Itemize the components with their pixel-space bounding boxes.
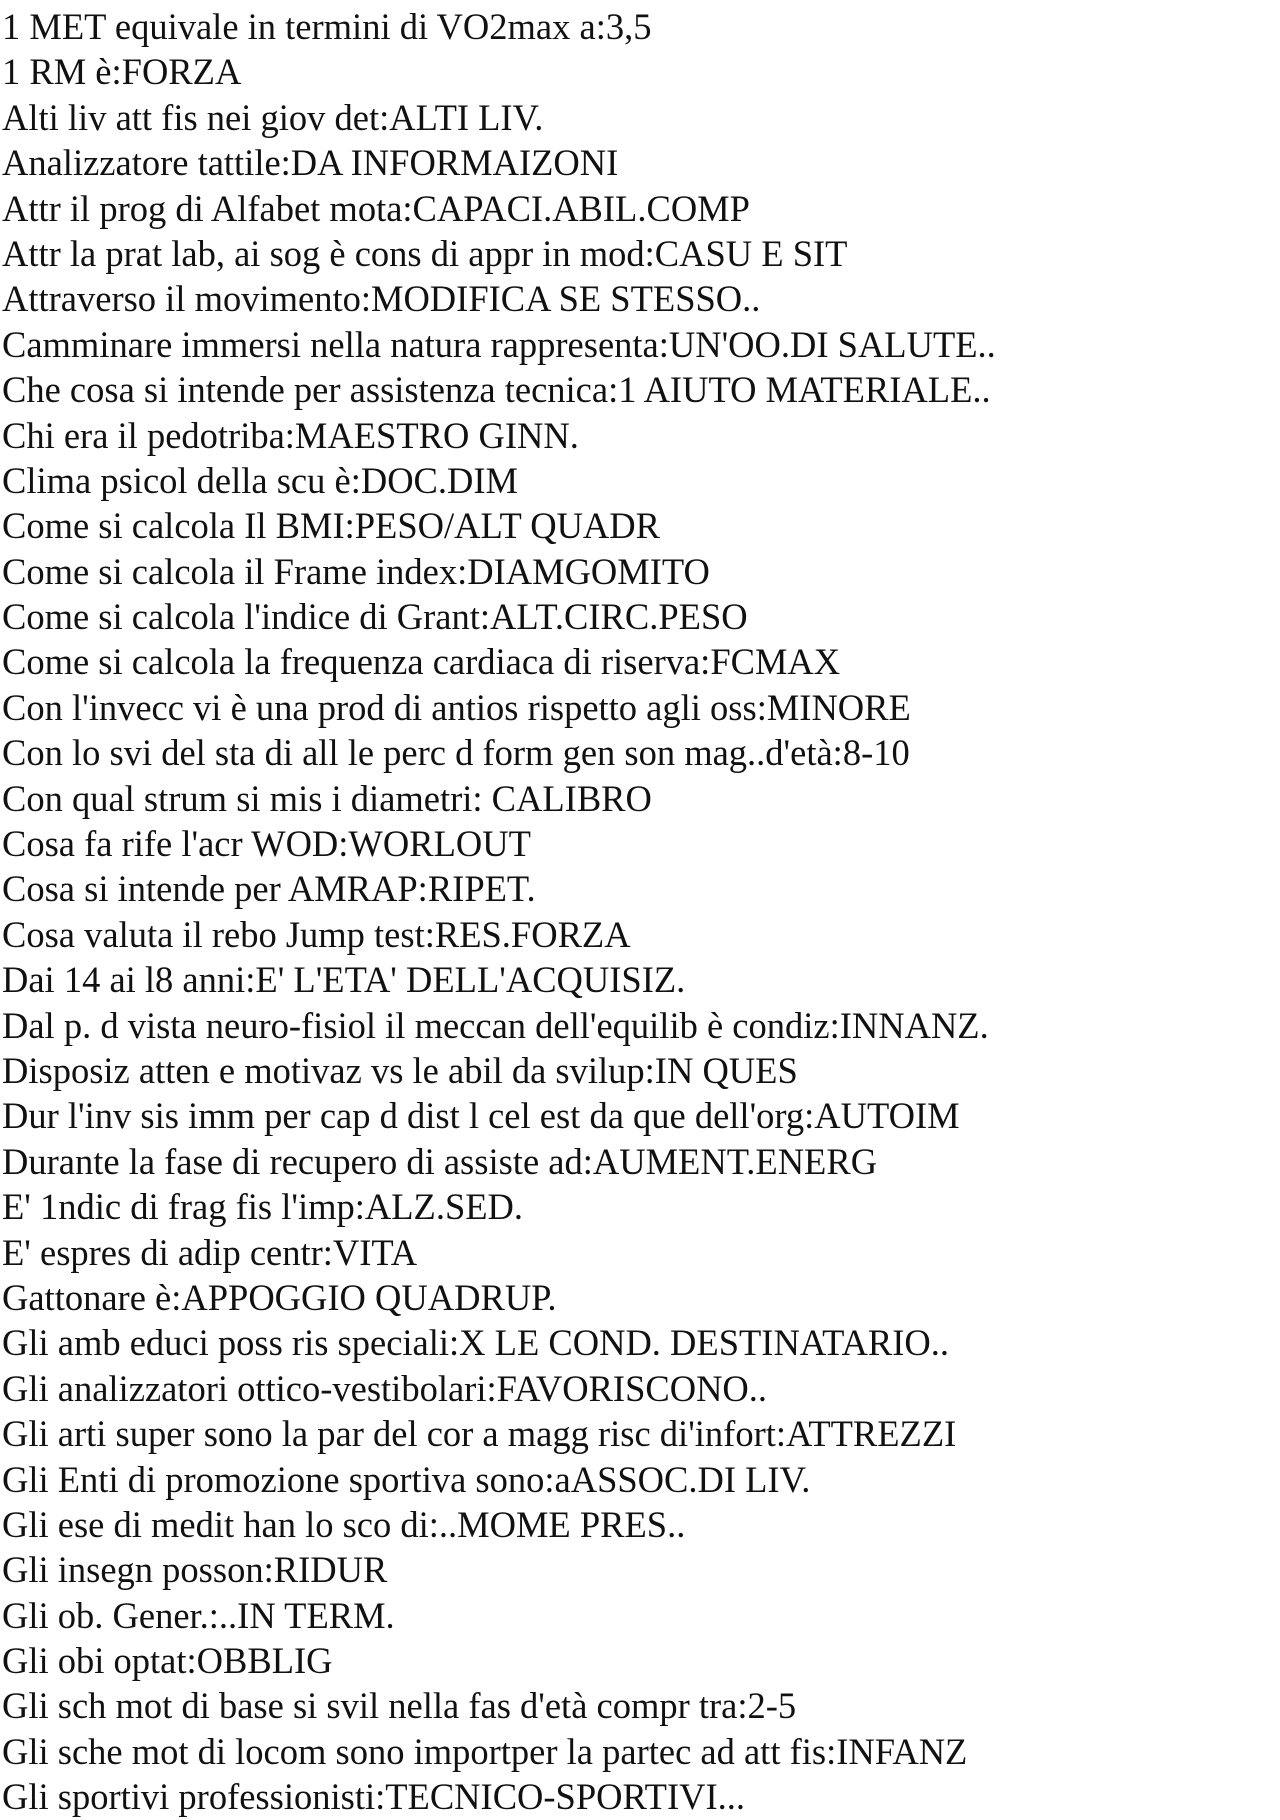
- text-line: Alti liv att fis nei giov det:ALTI LIV.: [2, 96, 544, 138]
- text-line: Chi era il pedotriba:MAESTRO GINN.: [2, 414, 579, 456]
- text-line: Con lo svi del sta di all le perc d form gen son mag..d'età:8-10: [2, 732, 910, 774]
- text-line: Attraverso il movimento:MODIFICA SE STESSO..: [2, 278, 761, 320]
- text-line: Gli ese di medit han lo sco di:..MOME PRES..: [2, 1503, 686, 1545]
- text-line: Durante la fase di recupero di assiste ad:AUMENT.ENERG: [2, 1140, 878, 1182]
- text-line: Con l'invecc vi è una prod di antios rispetto agli oss:MINORE: [2, 686, 911, 728]
- text-line: Attr il prog di Alfabet mota:CAPACI.ABIL.COMP: [2, 187, 750, 229]
- text-line: Gli arti super sono la par del cor a magg risc di'infort:ATTREZZI: [2, 1413, 957, 1455]
- text-line: Gli analizzatori ottico-vestibolari:FAVORISCONO..: [2, 1367, 768, 1409]
- document-text: [2, 4, 1272, 1820]
- text-line: Gli sportivi professionisti:TECNICO-SPORTIVI...: [2, 1776, 746, 1818]
- text-line: Gli sch mot di base si svil nella fas d'età compr tra:2-5: [2, 1685, 797, 1727]
- text-line: E' espres di adip centr:VITA: [2, 1231, 418, 1273]
- text-line: Gattonare è:APPOGGIO QUADRUP.: [2, 1276, 557, 1318]
- text-line: Gli Enti di promozione sportiva sono:aASSOC.DI LIV.: [2, 1458, 811, 1500]
- text-line: 1 MET equivale in termini di VO2max a:3,5: [2, 6, 652, 47]
- text-line: Gli amb educi poss ris speciali:X LE COND. DESTINATARIO..: [2, 1322, 949, 1364]
- text-line: Dur l'inv sis imm per cap d dist l cel est da que dell'org:AUTOIM: [2, 1095, 960, 1137]
- text-line: Gli ob. Gener.:..IN TERM.: [2, 1594, 395, 1636]
- text-line: Come si calcola l'indice di Grant:ALT.CIRC.PESO: [2, 596, 748, 638]
- text-line: Clima psicol della scu è:DOC.DIM: [2, 459, 518, 501]
- text-line: Come si calcola la frequenza cardiaca di riserva:FCMAX: [2, 641, 841, 683]
- text-line: Gli obi optat:OBBLIG: [2, 1640, 333, 1682]
- text-line: Cosa fa rife l'acr WOD:WORLOUT: [2, 823, 531, 865]
- text-line: Gli sche mot di locom sono importper la partec ad att fis:INFANZ: [2, 1730, 968, 1772]
- text-line: Cosa valuta il rebo Jump test:RES.FORZA: [2, 913, 631, 955]
- text-line: 1 RM è:FORZA: [2, 51, 242, 93]
- text-line: Camminare immersi nella natura rappresenta:UN'OO.DI SALUTE..: [2, 323, 996, 365]
- text-line: Attr la prat lab, ai sog è cons di appr in mod:CASU E SIT: [2, 232, 848, 274]
- text-line: Dal p. d vista neuro-fisiol il meccan dell'equilib è condiz:INNANZ.: [2, 1004, 989, 1046]
- text-line: Gli insegn posson:RIDUR: [2, 1549, 388, 1591]
- text-line: Disposiz atten e motivaz vs le abil da svilup:IN QUES: [2, 1049, 798, 1091]
- text-line: Come si calcola Il BMI:PESO/ALT QUADR: [2, 505, 660, 547]
- text-line: E' 1ndic di frag fis l'imp:ALZ.SED.: [2, 1186, 524, 1228]
- text-line: Con qual strum si mis i diametri: CALIBRO: [2, 777, 652, 819]
- text-line: Che cosa si intende per assistenza tecnica:1 AIUTO MATERIALE..: [2, 369, 991, 411]
- text-line: Come si calcola il Frame index:DIAMGOMITO: [2, 550, 710, 592]
- text-line: Cosa si intende per AMRAP:RIPET.: [2, 868, 536, 910]
- text-line: Dai 14 ai l8 anni:E' L'ETA' DELL'ACQUISIZ.: [2, 959, 686, 1001]
- text-line: Analizzatore tattile:DA INFORMAIZONI: [2, 142, 619, 184]
